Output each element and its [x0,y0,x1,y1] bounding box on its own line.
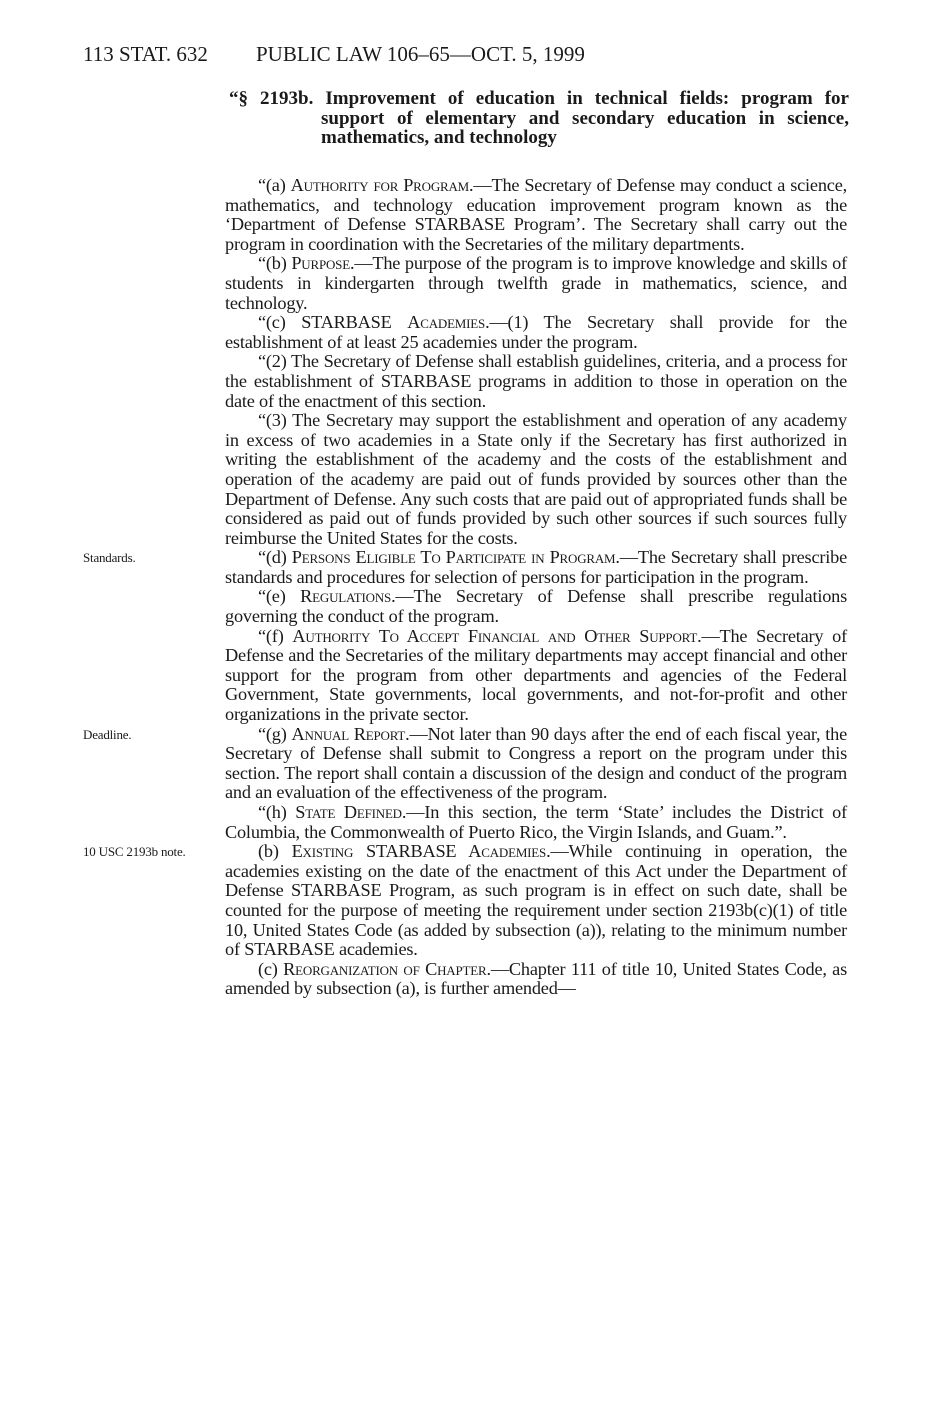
paragraph-text: .—The Secretary of Defense and the Secretaries of the military departments may accept financial and other support for the program from other departments and agencies of the Federal Government, State governments, local governments, and not-for-profit and other organizations in the private sector. [225,625,848,725]
paragraph [225,627,847,725]
paragraph [83,723,847,803]
paragraph-num: “(h) [258,802,296,822]
paragraph-num: (c) [258,958,284,979]
paragraph-text: .—Chapter 111 of title 10, United States Code, as amended by subsection (a), is further amended— [225,958,848,999]
paragraph-num: “(b) [258,253,292,274]
paragraph-num: “(a) [258,175,291,195]
paragraph-num: “(g) [258,723,292,744]
paragraph-heading: State Defined [295,802,402,822]
paragraph-num: “(c) STARBASE [258,312,408,333]
paragraph [225,254,847,313]
paragraph [225,176,847,254]
paragraph-heading: Reorganization of Chapter [283,958,487,979]
paragraph-text: .—In this section, the term ‘State’ includes the District of Columbia, the Commonwealth of Puerto Rico, the Virgin Islands, and Guam.”. [225,802,847,842]
margin-note: Standards. [83,550,136,566]
paragraph-text: .—While continuing in operation, the academies existing on the date of the enactment of this Act under the Department of Defense STARBASE Program, as such program is in effect on such date, shall be counted for the purpose of meeting the requirement under section 2193b(c)(1) of title 10, United States Code (as added by subsection (a)), relating to the minimum number of STARBASE academies. [225,841,847,960]
paragraph [225,411,847,548]
paragraph [225,803,847,842]
paragraph [83,547,847,587]
paragraph-text: .—The Secretary of Defense may conduct a science, mathematics, and technology education improvement program known as the ‘Department of Defense STARBASE Program’. The Secretary shall carry out the program in coordination with the Secretaries of the military departments. [225,175,847,254]
margin-note: Deadline. [83,726,132,742]
paragraph-text: .—Not later than 90 days after the end of each fiscal year, the Secretary of Defense shall submit to Congress a report on the program under this section. The report shall contain a discussion of the design and conduct of the program and an evaluation of the effectiveness of the program. [225,723,847,803]
paragraph-text: .—(1) The Secretary shall provide for the establishment of at least 25 academies under the program. [225,312,847,352]
paragraph-text: .—The Secretary of Defense shall prescribe regulations governing the conduct of the program. [225,586,847,627]
document-body [83,175,848,999]
paragraph-heading: Existing STARBASE Academies [291,841,547,862]
paragraph-heading: Authority To Accept Financial and Other Support [292,625,698,646]
paragraph [225,313,847,352]
paragraph-text: .—The Secretary shall prescribe standards and procedures for selection of persons for participation in the program. [225,547,847,587]
paragraph [83,841,847,960]
paragraph-num: “(e) [258,586,301,607]
paragraph-text: “(3) The Secretary may support the establishment and operation of any academy in excess of two academies in a State only if the Secretary has first authorized in writing the establishment of the academy and the costs of the establishment and operation of the academy are paid out of funds provided by sources other than the Department of Defense. Any such costs that are paid out of appropriated funds shall be considered as paid out of funds provided by such other sources if such sources fully reimburse the United States for the costs. [225,410,847,548]
paragraph-heading: Purpose [291,253,350,274]
paragraph-heading: Annual Report [291,723,406,744]
paragraph-num: “(f) [258,625,293,646]
stat-page-number: 113 STAT. 632 [83,42,208,66]
paragraph-num: “(d) [258,547,292,568]
margin-note: 10 USC 2193b note. [83,844,186,860]
paragraph-num: (b) [258,841,292,862]
paragraph-heading: Authority for Program [290,175,470,195]
paragraph [225,352,847,411]
paragraph-text: “(2) The Secretary of Defense shall establish guidelines, criteria, and a process for the establishment of STARBASE programs in addition to those in operation on the date of the enactment of this section. [225,351,847,411]
section-title: “§ 2193b. Improvement of education in technical fields: program for support of elementary and secondary education in science, mathematics, and technology [229,88,849,148]
paragraph [225,587,847,626]
public-law-citation: PUBLIC LAW 106–65—OCT. 5, 1999 [256,42,585,66]
paragraph-text: .—The purpose of the program is to improve knowledge and skills of students in kindergarten through twelfth grade in mathematics, science, and technology. [225,253,847,313]
paragraph-heading: Persons Eligible To Participate in Program [291,547,616,568]
paragraph-heading: Regulations [300,586,392,607]
paragraph [225,960,847,999]
paragraph-heading: Academies [407,312,486,333]
